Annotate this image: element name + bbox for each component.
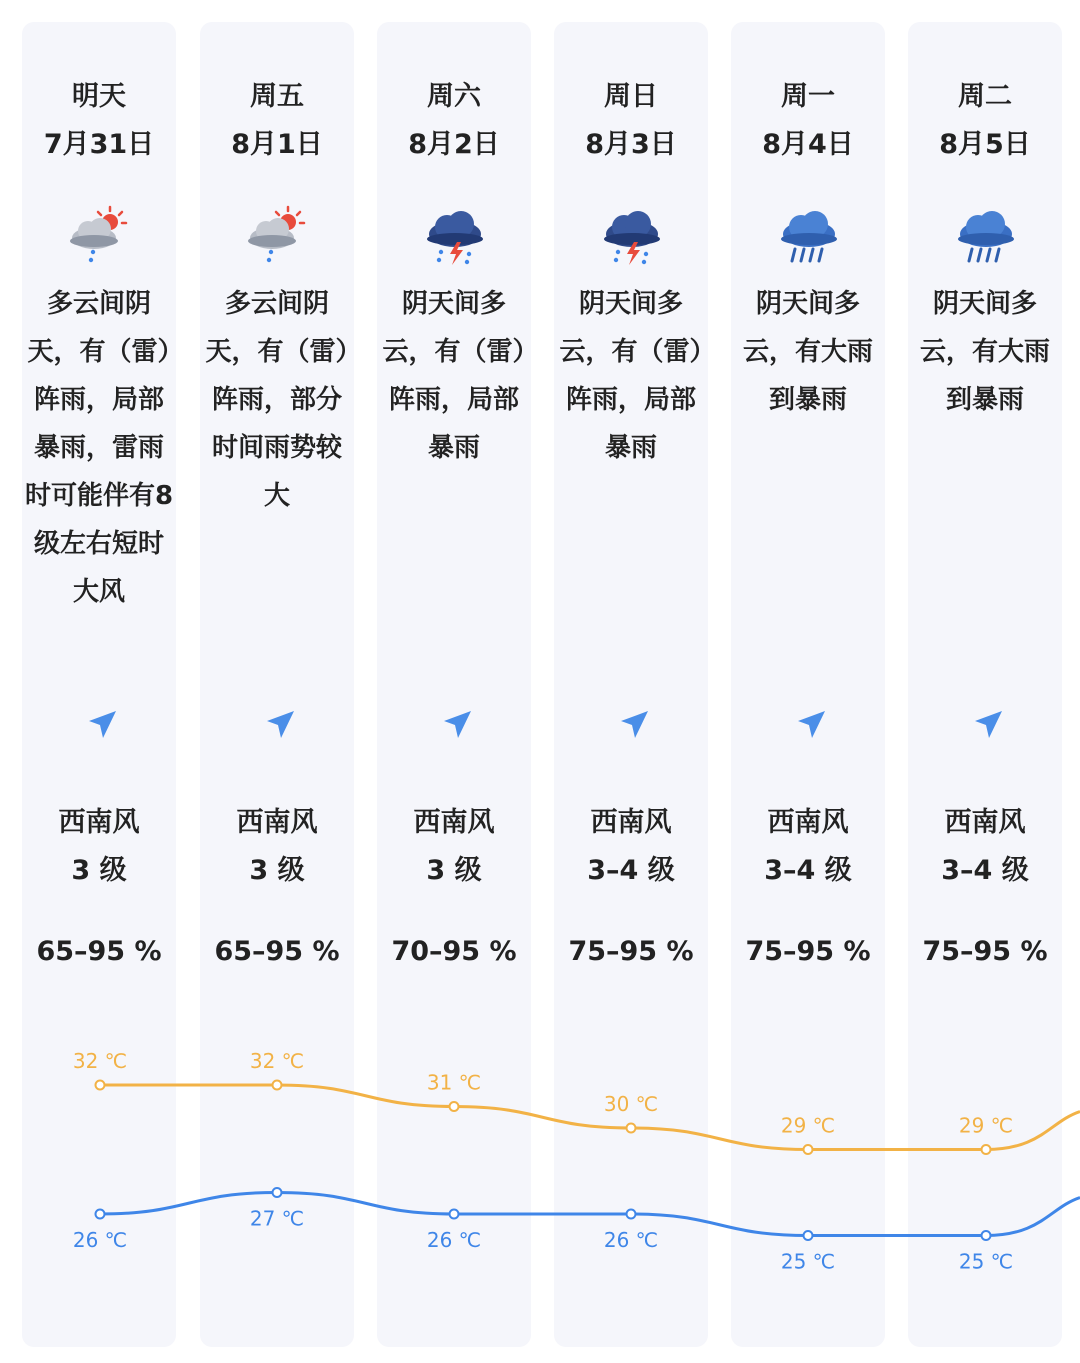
high-temp-point <box>627 1124 636 1133</box>
wind-level: 3 级 <box>426 855 482 886</box>
low-temp-label: 26 ℃ <box>426 1228 482 1252</box>
weather-description: 阴天间多云，有（雷）阵雨，局部暴雨 <box>382 289 526 463</box>
wind-direction: 西南风 <box>58 807 140 838</box>
high-temp-point <box>96 1081 105 1090</box>
low-temp-point <box>982 1231 991 1240</box>
high-temp-label: 32 ℃ <box>72 1049 128 1073</box>
high-temp-point <box>804 1145 813 1154</box>
day-name: 周二 <box>958 81 1012 112</box>
day-date: 8月4日 <box>762 129 854 160</box>
wind-level: 3 级 <box>249 855 305 886</box>
weather-description: 阴天间多云，有大雨到暴雨 <box>919 289 1050 415</box>
day-name: 明天 <box>72 81 126 112</box>
humidity: 65–95 % <box>36 936 162 967</box>
wind-direction: 西南风 <box>236 807 318 838</box>
day-date: 8月1日 <box>231 129 323 160</box>
weather-description: 多云间阴天，有（雷）阵雨，局部暴雨，雷雨时可能伴有8级左右短时大风 <box>24 289 174 607</box>
low-temp-label: 25 ℃ <box>780 1249 836 1274</box>
high-temp-point <box>982 1145 991 1154</box>
humidity: 70–95 % <box>391 936 517 967</box>
day-date: 7月31日 <box>43 129 155 160</box>
day-date: 8月5日 <box>939 129 1031 160</box>
humidity: 75–95 % <box>568 936 694 967</box>
low-temp-point <box>273 1188 282 1197</box>
high-temp-label: 30 ℃ <box>603 1092 659 1116</box>
humidity: 75–95 % <box>745 936 871 967</box>
low-temp-label: 25 ℃ <box>958 1249 1014 1274</box>
humidity: 75–95 % <box>922 936 1048 967</box>
wind-level: 3–4 级 <box>587 855 675 886</box>
wind-direction: 西南风 <box>413 807 495 838</box>
low-temp-point <box>627 1210 636 1219</box>
humidity: 65–95 % <box>214 936 340 967</box>
low-temp-label: 27 ℃ <box>249 1206 305 1231</box>
wind-level: 3–4 级 <box>764 855 852 886</box>
high-temp-point <box>450 1102 459 1111</box>
high-temp-line <box>100 1085 1080 1150</box>
high-temp-point <box>273 1081 282 1090</box>
day-name: 周一 <box>781 81 835 112</box>
wind-level: 3–4 级 <box>941 855 1029 886</box>
high-temp-label: 32 ℃ <box>249 1049 305 1073</box>
low-temp-label: 26 ℃ <box>603 1228 659 1252</box>
high-temp-label: 31 ℃ <box>426 1070 482 1095</box>
high-temp-label: 29 ℃ <box>780 1113 836 1138</box>
low-temp-label: 26 ℃ <box>72 1228 128 1252</box>
wind-direction: 西南风 <box>767 807 849 838</box>
weather-description: 多云间阴天，有（雷）阵雨，部分时间雨势较大 <box>205 289 349 511</box>
high-temp-label: 29 ℃ <box>958 1113 1014 1138</box>
wind-direction: 西南风 <box>944 807 1026 838</box>
wind-level: 3 级 <box>71 855 127 886</box>
low-temp-line <box>100 1193 1080 1236</box>
day-name: 周五 <box>250 81 304 112</box>
low-temp-point <box>450 1210 459 1219</box>
day-name: 周六 <box>427 81 481 112</box>
weather-description: 阴天间多云，有（雷）阵雨，局部暴雨 <box>559 289 703 463</box>
day-date: 8月2日 <box>408 129 500 160</box>
day-name: 周日 <box>604 81 658 112</box>
low-temp-point <box>804 1231 813 1240</box>
day-date: 8月3日 <box>585 129 677 160</box>
wind-direction: 西南风 <box>590 807 672 838</box>
low-temp-point <box>96 1210 105 1219</box>
weather-description: 阴天间多云，有大雨到暴雨 <box>742 289 873 415</box>
